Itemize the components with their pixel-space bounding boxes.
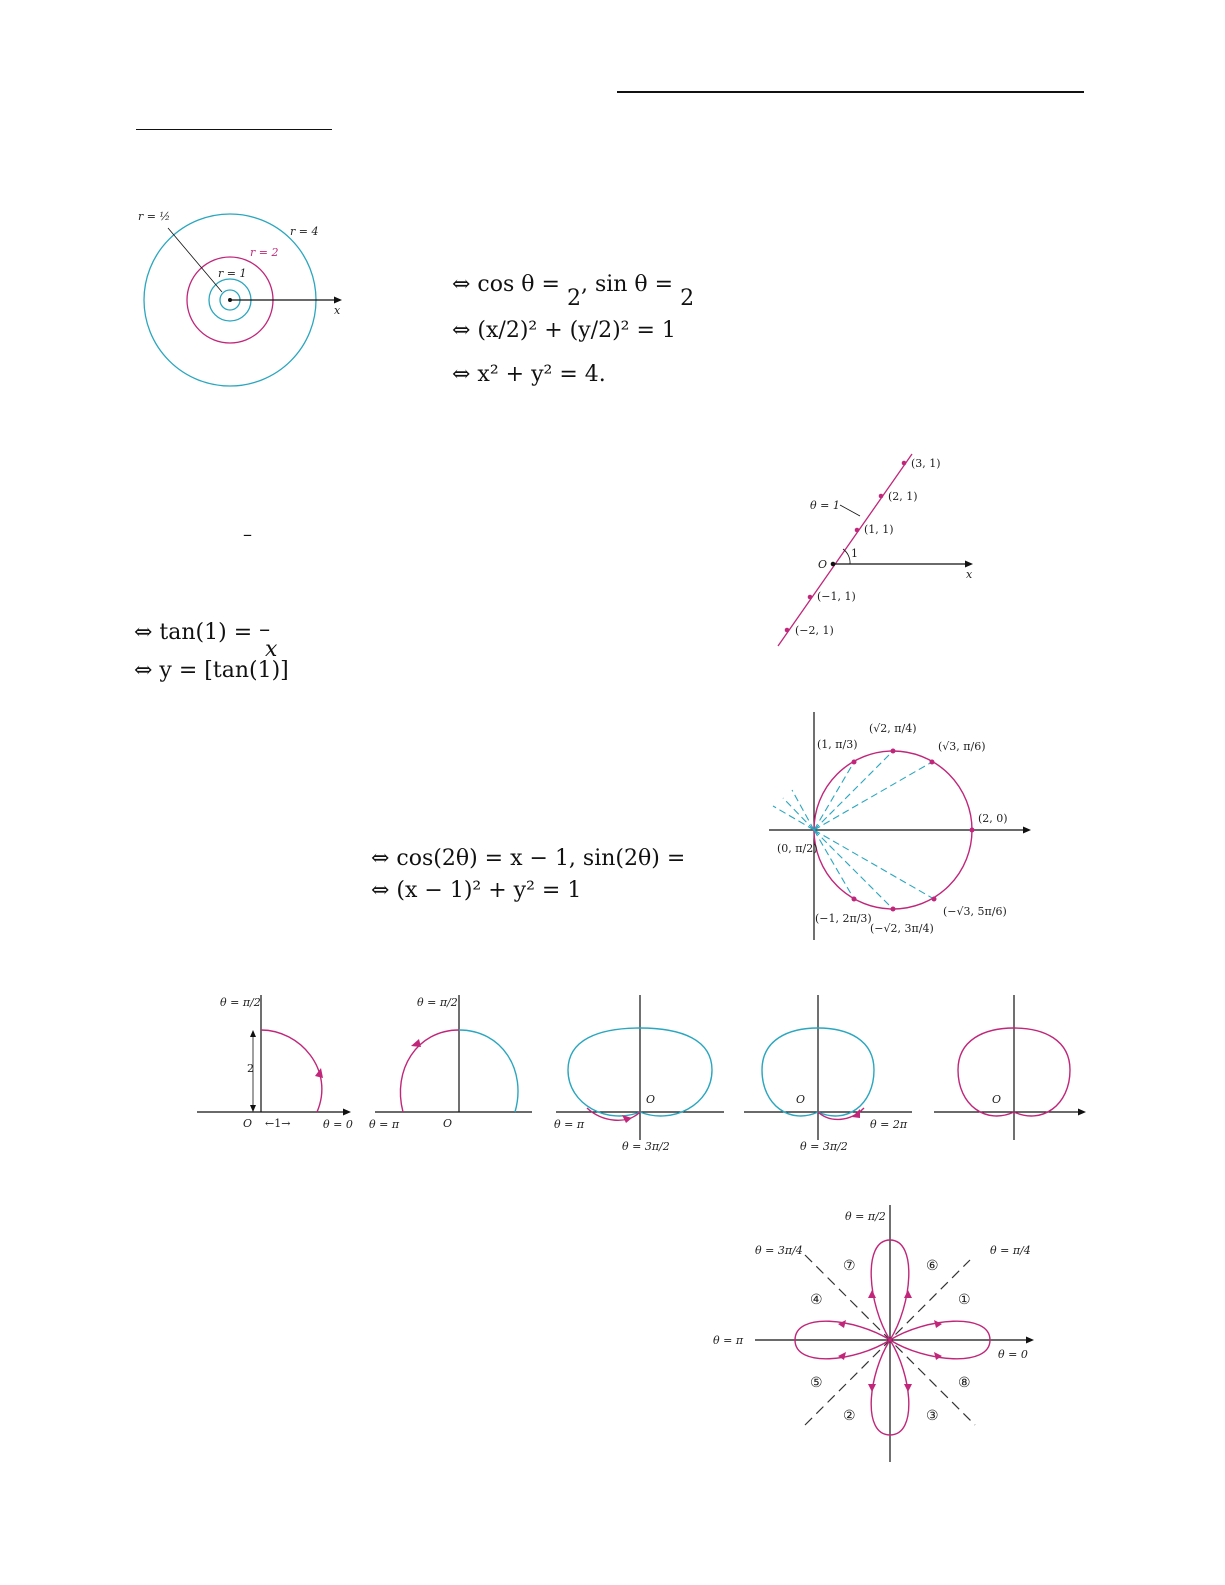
den-1: 2	[566, 286, 581, 311]
equation-3-line-2: ⇔ (x − 1)² + y² = 1	[371, 878, 582, 903]
direction-arrow	[852, 1109, 860, 1118]
label-x: x	[334, 304, 341, 317]
cardioid-panel-1	[195, 990, 365, 1150]
curve-magenta	[400, 1030, 459, 1112]
label-theta: θ = 1	[810, 499, 840, 512]
label-top: θ = π/2	[417, 996, 458, 1009]
pt-d	[970, 828, 975, 833]
label-left: θ = π	[369, 1118, 400, 1131]
region-7: ⑦	[843, 1258, 856, 1274]
figure-concentric-circles	[130, 200, 370, 400]
label-3-1: (3, 1)	[911, 457, 941, 470]
den-2: 2	[680, 286, 695, 311]
header-rule-right	[617, 91, 1084, 93]
equation-1-line-2: ⇔ (x/2)² + (y/2)² = 1	[452, 318, 676, 343]
pt-b	[891, 749, 896, 754]
label-r-half: r = ½	[138, 210, 171, 223]
label-r2: r = 2	[250, 246, 279, 259]
cardioid-panel-2	[367, 990, 537, 1150]
cardioid-panel-3	[552, 990, 732, 1160]
pt-g	[891, 907, 896, 912]
label-origin: O	[243, 1117, 253, 1130]
rose-petals	[795, 1240, 990, 1435]
point-m1-1	[808, 595, 813, 600]
label-c: (√3, π/6)	[938, 740, 986, 753]
label-top: θ = π/2	[220, 996, 261, 1009]
label-x: x	[966, 568, 973, 581]
label-right: θ = 2π	[870, 1118, 908, 1131]
figure-four-leaved-rose	[710, 1200, 1050, 1470]
diag-pi4	[805, 1260, 970, 1425]
region-1: ①	[958, 1292, 971, 1308]
point-3-1	[902, 461, 907, 466]
theta-line	[778, 454, 912, 646]
label-m1-1: (−1, 1)	[817, 590, 856, 603]
equation-2-denominator: x	[265, 637, 278, 662]
point-m2-1	[785, 628, 790, 633]
label-bottom: θ = 3π/2	[800, 1140, 848, 1153]
label-right: θ = 0	[323, 1118, 353, 1131]
equation-2-line-1: ⇔ tan(1) = –	[134, 617, 271, 645]
region-5: ⑤	[810, 1375, 823, 1391]
label-upper-left: θ = 3π/4	[755, 1244, 803, 1257]
direction-arrow	[622, 1115, 632, 1123]
pt-a	[852, 760, 857, 765]
stray-minus: –	[243, 524, 252, 545]
label-1-1: (1, 1)	[864, 523, 894, 536]
label-origin: O	[646, 1093, 656, 1106]
region-6: ⑥	[926, 1258, 939, 1274]
region-3: ③	[926, 1408, 939, 1424]
label-h: (−√3, 5π/6)	[943, 905, 1007, 918]
direction-arrow	[411, 1039, 421, 1047]
region-8: ⑧	[958, 1375, 971, 1391]
label-origin: O	[443, 1117, 453, 1130]
pt-h	[932, 897, 937, 902]
label-one: ←1→	[265, 1117, 291, 1130]
figure-circle-2cos	[765, 710, 1035, 945]
label-a: (1, π/3)	[817, 738, 858, 751]
label-f: (−1, 2π/3)	[815, 912, 872, 925]
label-top: θ = π/2	[845, 1210, 886, 1223]
label-2-1: (2, 1)	[888, 490, 918, 503]
curve-cyan	[459, 1030, 518, 1112]
label-r1: r = 1	[218, 267, 247, 280]
equation-1-line-1: ⇔ cos θ = 2, sin θ = 2	[452, 272, 695, 311]
frac-bar: –	[259, 617, 271, 642]
label-g: (−√2, 3π/4)	[870, 922, 934, 935]
label-e: (0, π/2)	[777, 842, 818, 855]
point-1-1	[855, 528, 860, 533]
label-origin: O	[796, 1093, 806, 1106]
label-left: θ = π	[554, 1118, 585, 1131]
region-2: ②	[843, 1408, 856, 1424]
leader-theta	[840, 505, 860, 516]
label-r4: r = 4	[290, 225, 319, 238]
pt-c	[930, 760, 935, 765]
point-2-1	[879, 494, 884, 499]
label-d: (2, 0)	[978, 812, 1008, 825]
region-4: ④	[810, 1292, 823, 1308]
label-angle: 1	[851, 547, 858, 560]
label-m2-1: (−2, 1)	[795, 624, 834, 637]
label-upper-right: θ = π/4	[990, 1244, 1031, 1257]
label-left: θ = π	[713, 1334, 744, 1347]
x-axis-arrow	[1023, 827, 1031, 834]
equation-3-line-1: ⇔ cos(2θ) = x − 1, sin(2θ) =	[371, 846, 686, 871]
label-b: (√2, π/4)	[869, 722, 917, 735]
label-two: 2	[247, 1062, 254, 1075]
x-axis-arrow	[334, 297, 342, 304]
origin-point	[831, 562, 836, 567]
label-origin: O	[818, 558, 828, 571]
header-rule-left	[136, 129, 332, 130]
cardioid-panel-4	[742, 990, 922, 1160]
label-right: θ = 0	[998, 1348, 1028, 1361]
x-axis-arrow	[965, 561, 973, 568]
pt-f	[852, 897, 857, 902]
label-bottom: θ = 3π/2	[622, 1140, 670, 1153]
equation-1-line-3: ⇔ x² + y² = 4.	[452, 362, 606, 387]
equation-2-line-2: ⇔ y = [tan(1)]	[134, 658, 289, 683]
cardioid-panel-5	[932, 990, 1092, 1150]
label-origin: O	[992, 1093, 1002, 1106]
curve-segment	[261, 1030, 322, 1112]
figure-line-theta-1	[770, 450, 1000, 650]
